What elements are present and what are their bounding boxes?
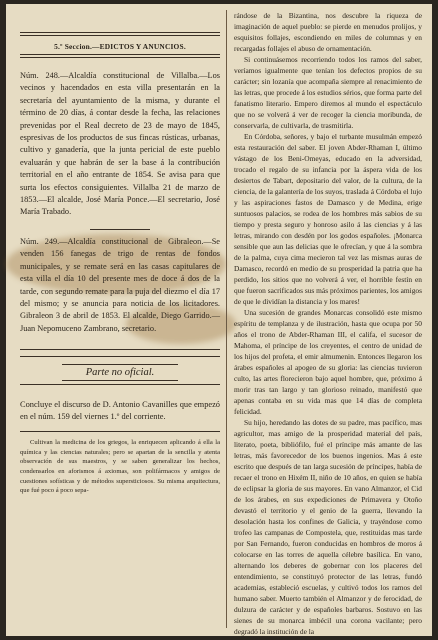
right-column	[234, 10, 422, 636]
part-heading	[20, 356, 220, 385]
newspaper-page	[6, 4, 432, 636]
left-body-text: Cultivan la medicina de los griegos, la enriquecen aplicando á ella la química y las ciencias naturales; pero se apartan de la sencilla y atenta observación de sus maestros, y se saben generalizar los hechos, condensarlos en aforismos á axiomas, son polifármacos y amigos de cuestiones sofísticas y de métodos supersticiosos. Su misma arquitectura, que fué poco á poco sepa-	[20, 439, 220, 495]
notice-249: Núm. 249.—Alcaldía constitucional de Gibraleon.—Se venden 156 fanegas de trigo de rentas de fondos municipales, y se remate será en las casas capitulares de esta villa el día 10 del presente mes de doce á dos de la tarde, con segundo remate para la puja del diezmo el día 17 del mismo; y se anuncia para noticia de los licitadores. Gibraleon 3 de abril de 1853. El alcalde, Diego Garrido.—Juan Nepomuceno Zambrano, secretario.	[20, 236, 220, 333]
right-paragraph-2: En Córdoba, señores, y bajo el turbante musulmán empezó esta restauración del saber. El joven Abder-Rhaman I, último vástago de los Beni-Omeyas, educado en la adversidad, trocado el regalo de su infancia por la áspera vida de los desiertos de Tabart, depositario del valor, de la cultura, de la ciencia, de la galantería de los suyos, traslada á Córdoba el lujo y las aspiraciones fastos de Damasco y de Medina, erige suntuosos palacios, se rodea de los hombres más sabios de su tiempo y presta seguro y honroso asilo á las ciencias y á las letras, mirando con desdén por los godos españoles. ¡Monarca sensible que aun las delicias que le ofrecían, y que á la sombra de la palma, cuya cima mecieron tal vez las mismas auras de Damasco, recordó en medio de su prosperidad la patria que ha perdido, los sitios que no volverá á ver, el horrible festín en que fueron sacrificados sus más próximos parientes, los amigos de que le dividían la distancia y los mares!	[234, 132, 422, 306]
right-paragraph-3: Una sucesión de grandes Monarcas consolidó este mismo espíritu de templanza y de ilustración, hasta que ocupa por 50 años el trono de Abder-Rhaman III, el califa, el sucesor de Mahoma, el príncipe de los creyentes, el centro de unidad de los hijos del profeta, el emir almumenin. Entonces llegaron los árabes españoles al apogeo de su gloria: las ciencias tuvieron culto, las artes florecieron bajo aquel hombre, que, próximo á morir tras tan largo y tan glorioso reinado, manifestó que apenas contaba en su vida mas que 14 días de completa felicidad.	[234, 308, 422, 416]
top-rule	[20, 32, 220, 36]
section-rule	[20, 54, 220, 58]
right-top-text: rándose de la Bizantina, nos descubre la riqueza de imaginación de aquel pueblo: se pierde en menudos prolijos, y esquisitos follajes, escondiendo en miles de columnas y en recargadas follajes el abuso de ornamentación.	[234, 11, 422, 53]
right-paragraph-4: Su hijo, heredando las dotes de su padre, mas pacífico, mas agricultor, mas amigo de la prosperidad material del país, literato, poeta, bibliófilo, fué el príncipe más amante de las letras, más favorecedor de los buenos ingenios. Mas á este escrito que después de tan larga sucesión de príncipes, había de recaer el trono en Hixém II, niño de 10 años, en quien se había de eclipsar la gloria de sus mayores. En vano Almanzor, el Cid de los árabes, en sus expediciones de Primavera y Otoño devastó el territorio y el genio de la guerra, llevando la desolación hasta los confines de Galicia, y trayéndose como trofeo las campanas de Compostela, que, restituidas mas tarde por San Fernando, fueron conducidas en hombros de moros á colocarse en las torres de aquella célebre basílica. En vano, alternando los deberes de gobernar con los placeres del entendimiento, se constituyó protector de las letras, fundó academias, estableció escuelas, y cultivó todos los ramos del humano saber. Muerto también el Almanzor y de ferocidad, de dulzura de carácter y de españoles barbaros. Sostuvo en las sienes de su monarca imbécil una corona vacilante; pero degradó la institución de la	[234, 418, 422, 636]
section-header: 5.º Seccion.—EDICTOS Y ANUNCIOS.	[54, 42, 186, 51]
right-paragraph-1: Si continuásemos recorriendo todos los ramos del saber, veríamos igualmente que tenían los defectos propios de su carácter; sin lozanía que acompaña siempre al renacimiento de las letras, que procede á los estudios sérios, que forma parte del fanatismo literario. Empero diremos al mundo el espectáculo que no se volverá á ver de recoger la ciencia moribunda, de conservarla, de cultivarla, de trasmitirla.	[234, 55, 422, 130]
part-title: Parte no oficial.	[62, 364, 179, 381]
left-column	[20, 10, 220, 630]
notice-248: Núm. 248.—Alcaldía constitucional de Villalba.—Los vecinos y hacendados en esta villa presentarán en la secretaría del ayuntamiento de la misma, y durante el término de 20 días, á contar desde la fecha, las relaciones prevenidas por el Real decreto de 23 de mayo de 1845, espresivas de los productos de sus fincas rústicas, urbanas, cultivo y ganadería, que la junta pericial de este pueblo evaluarán y que habrán de ser la base á la contribución territorial en el año entrante de 1854. Se avisa para que surta los efectos consiguientes. Villalba 21 de marzo de 1853.—El alcalde, José María Ponce.—El secretario, José María Trabado.	[20, 71, 220, 217]
column-divider	[226, 10, 227, 628]
separator-rule	[90, 229, 150, 230]
rule-before-part	[20, 349, 220, 350]
concluye-note: Concluye el discurso de D. Antonio Cavanilles que empezó en el núm. 159 del viernes 1.º del corriente.	[20, 400, 220, 422]
rule-after-note	[20, 431, 220, 432]
